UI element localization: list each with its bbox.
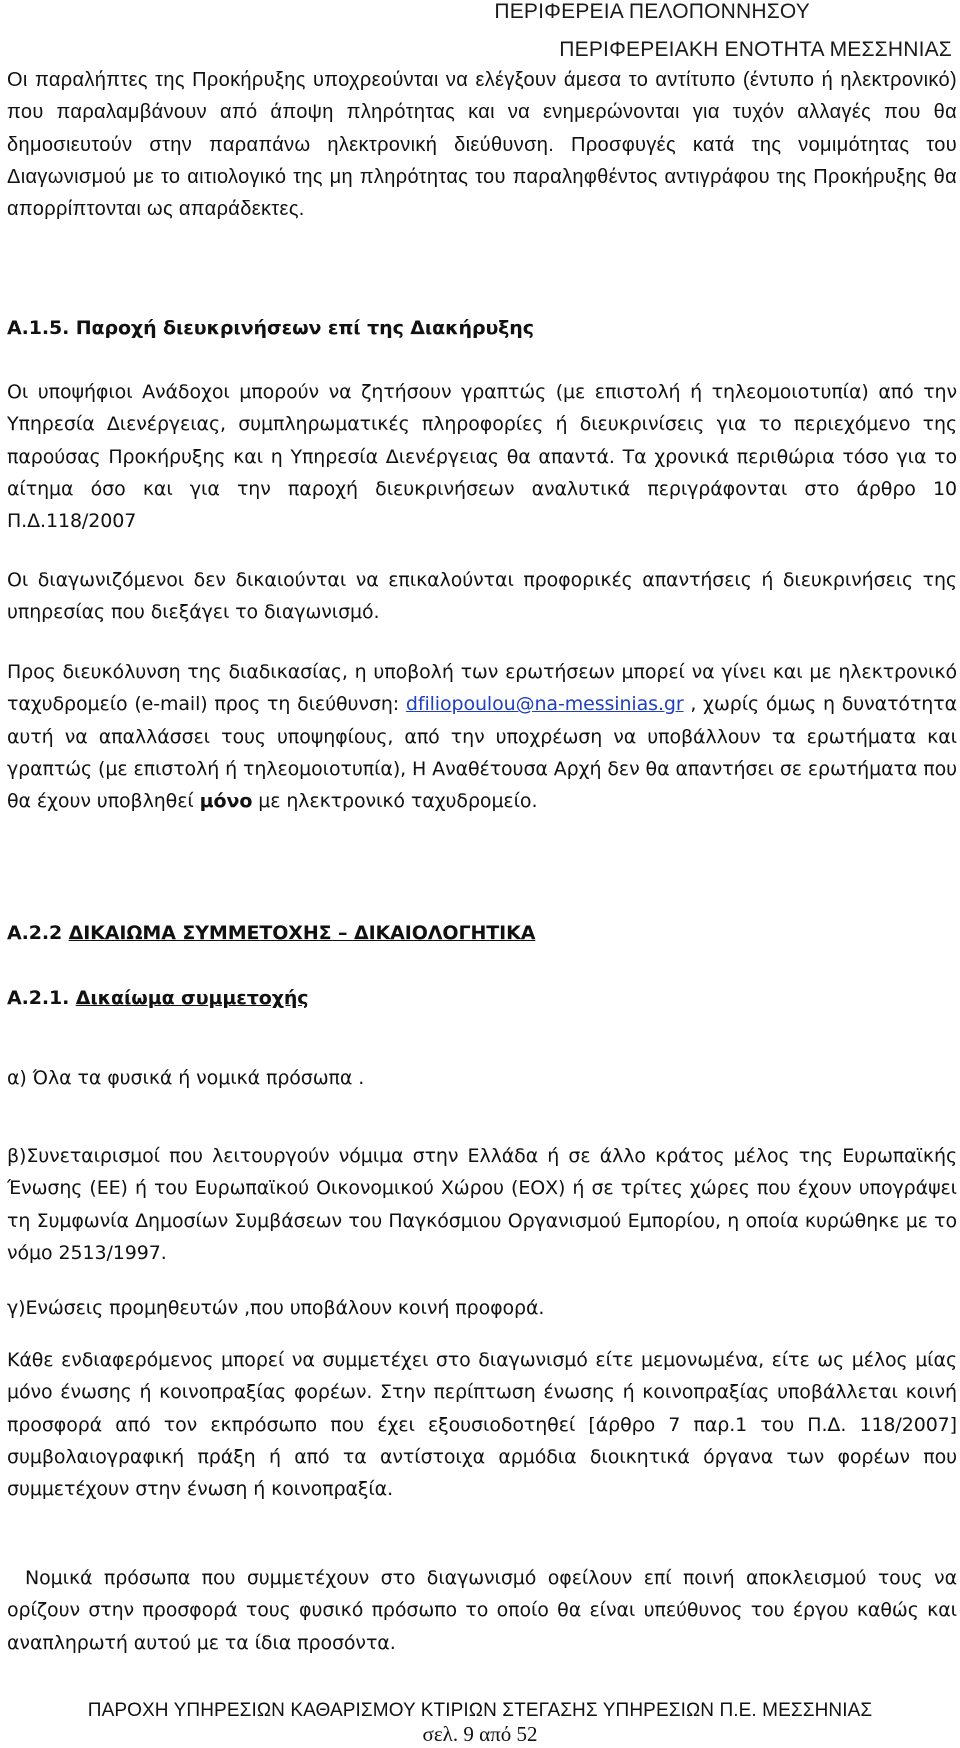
section-number: Α.2.2 — [7, 922, 69, 944]
section-title: Παροχή διευκρινήσεων επί της Διακήρυξης — [75, 317, 534, 339]
page-total: 52 — [516, 1722, 538, 1746]
paragraph-recipients-text: Οι παραλήπτες της Προκήρυξης υποχρεούνται να ελέγξουν άμεσα το αντίτυπο (έντυπο ή ηλεκτρονικό) που παραλαμβάνουν από άποψη πληρότητας και να ενημερώνονται για τυχόν αλλαγές που θα δημοσιευτούν στην παραπάνω ηλεκτρονική διεύθυνση. — [7, 69, 957, 156]
paragraph-email-questions — [7, 656, 957, 817]
list-item-a: α) Όλα τα φυσικά ή νομικά πρόσωπα . — [7, 1067, 365, 1089]
section-title: ΔΙΚΑΙΩΜΑ ΣΥΜΜΕΤΟΧΗΣ – ΔΙΚΑΙΟΛΟΓΗΤΙΚΑ — [68, 922, 536, 944]
emphasis-word: μόνο — [199, 790, 253, 813]
page-prefix: σελ. — [422, 1722, 464, 1746]
footer-title: ΠΑΡΟΧΗ ΥΠΗΡΕΣΙΩΝ ΚΑΘΑΡΙΣΜΟΥ ΚΤΙΡΙΩΝ ΣΤΕΓΑΣΗΣ ΥΠΗΡΕΣΙΩΝ Π.Ε. ΜΕΣΣΗΝΙΑΣ — [87, 1700, 873, 1721]
paragraph-email-text-end: με ηλεκτρονικό ταχυδρομείο. — [252, 790, 538, 813]
header-unit: ΠΕΡΙΦΕΡΕΙΑΚΗ ΕΝΟΤΗΤΑ ΜΕΣΣΗΝΙΑΣ — [559, 38, 952, 61]
page-number — [0, 1722, 960, 1747]
paragraph-clarifications-text: Οι υποψήφιοι Ανάδοχοι μπορούν να ζητήσουν γραπτώς (με επιστολή ή τηλεομοιοτυπία) από την Υπηρεσία Διενέργειας, συμπληρωματικές πληροφορίες ή διευκρινίσεις για το περιεχόμενο της παρούσας Προκήρυξης και η Υπηρεσία Διενέργειας θα απαντά. — [7, 381, 957, 468]
paragraph-participation: Κάθε ενδιαφερόμενος μπορεί να συμμετέχει στο διαγωνισμό είτε μεμονωμένα, είτε ως μέλος μίας μόνο ένωσης ή κοινοπραξίας φορέων. Στην περίπτωση ένωσης ή κοινοπραξίας υποβάλλεται κοινή προσφορά από τον εκπρόσωπο που έχει εξουσιοδοτηθεί [άρθρο 7 παρ.1 του Π.Δ. 118/2007] συμβολαιογραφική πράξη ή από τα αντίστοιχα αρμόδια διοικητικά όργανα των φορέων που συμμετέχουν στην ένωση ή κοινοπραξία. — [7, 1349, 957, 1501]
email-link[interactable]: dfiliopoulou@na-messinias.gr — [405, 693, 684, 716]
paragraph-appeals-text: Προσφυγές κατά της νομιμότητας του Διαγωνισμού με το αιτιολογικό της μη πληρότητας του παραληφθέντος αντιγράφου της Προκήρυξης θα απορρίπτονται ως απαράδεκτες. — [7, 133, 957, 221]
paragraph-email-text: Προς διευκόλυνση της διαδικασίας, η υποβολή των ερωτήσεων μπορεί να γίνει και με ηλεκτρονικό ταχυδρομείο (e-mail) προς τη διεύθυνση: — [7, 661, 957, 716]
paragraph-deadlines-text: Τα χρονικά περιθώρια τόσο για το αίτημα όσο και για την παροχή διευκρινήσεων αναλυτικά περιγράφονται στο άρθρο 10 Π.Δ.118/2007 — [7, 445, 957, 533]
section-heading-a22 — [7, 917, 957, 949]
list-item-c: γ)Ενώσεις προμηθευτών ,που υποβάλουν κοινή προφορά. — [7, 1297, 545, 1319]
page-current: 9 — [463, 1722, 474, 1746]
paragraph-oral-answers: Οι διαγωνιζόμενοι δεν δικαιούνται να επικαλούνται προφορικές απαντήσεις ή διευκρινήσεις της υπηρεσίας που διεξάγει το διαγωνισμό. — [7, 569, 957, 624]
header-region: ΠΕΡΙΦΕΡΕΙΑ ΠΕΛΟΠΟΝΝΗΣΟΥ — [494, 0, 810, 23]
paragraph-legal-entities — [7, 1562, 957, 1659]
list-item-b: β)Συνεταιρισμοί που λειτουργούν νόμιμα στην Ελλάδα ή σε άλλο κράτος μέλος της Ευρωπαϊκής Ένωσης (ΕΕ) ή του Ευρωπαϊκού Οικονομικού Χώρου (ΕΟΧ) ή σε τρίτες χώρες που έχουν υπογράψει τη Συμφωνία Δημοσίων Συμβάσεων του Παγκόσμιου Οργανισμού Εμπορίου, η οποία κυρώθηκε με το νόμο 2513/1997. — [7, 1145, 957, 1264]
page-of: από — [473, 1722, 517, 1746]
section-title: Δικαίωμα συμμετοχής — [75, 987, 309, 1009]
section-heading-a221 — [7, 982, 957, 1014]
paragraph-clarifications — [7, 376, 957, 537]
section-heading-a15 — [7, 312, 957, 344]
section-number: Α.2.1. — [7, 987, 76, 1009]
paragraph-recipients-check — [7, 64, 957, 225]
paragraph-email-text-continued: , χωρίς όμως η δυνατότητα αυτή να απαλλάσσει τους υποψηφίους, από την υποχρέωση να υποβάλλουν τα ερωτήματα και γραπτώς (με επιστολή ή τηλεομοιοτυπία), Η Αναθέτουσα Αρχή δεν θα απαντήσει σε ερωτήματα που θα έχουν υποβληθεί — [7, 693, 957, 813]
paragraph-legal-entities-text: Νομικά πρόσωπα που συμμετέχουν στο διαγωνισμό οφείλουν επί ποινή αποκλεισμού τους να ορίζουν στην προσφορά τους φυσικό πρόσωπο το οποίο θα είναι υπεύθυνος του έργου καθώς και αναπληρωτή αυτού με τα ίδια προσόντα. — [7, 1567, 957, 1654]
section-number: Α.1.5. — [7, 317, 76, 339]
